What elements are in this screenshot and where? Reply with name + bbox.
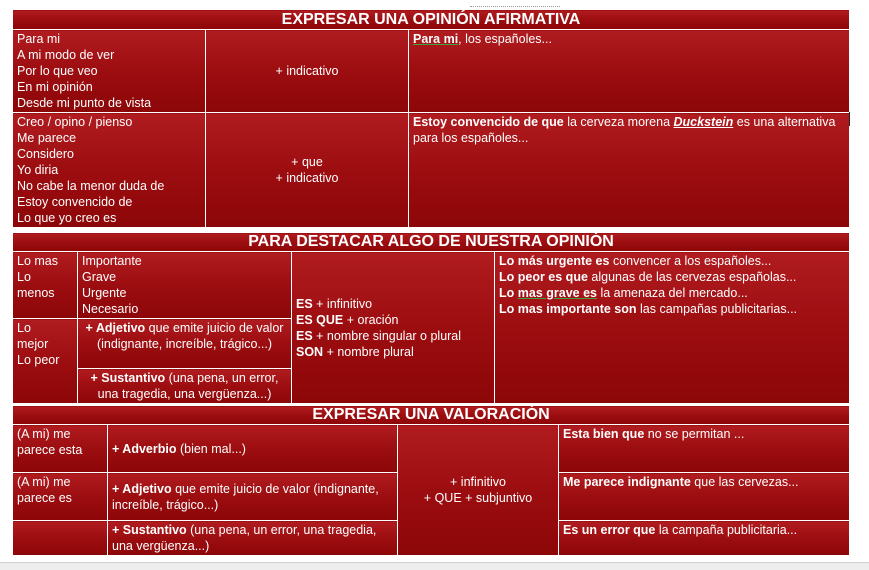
- me-parece-cell: (A mi) me parece esta: [13, 425, 108, 473]
- adjetivo-text: que emite juicio de valor (indignante, increíble, trágico...): [96, 321, 284, 351]
- example-cell: [559, 521, 850, 556]
- example-cell: [559, 473, 850, 521]
- structure-bold: ES QUE: [296, 312, 344, 327]
- example-text: , los españoles...: [458, 32, 552, 46]
- example-cell: [559, 425, 850, 473]
- table-opinion-afirmativa: [12, 9, 850, 228]
- table-title: PARA DESTACAR ALGO DE NUESTRA OPINIÓN: [13, 233, 850, 252]
- adverbio-text: (bien mal...): [176, 441, 246, 456]
- adjetivo-text: que emite juicio de valor (indignante, increíble, trágico...): [112, 481, 379, 512]
- phrase: Considero: [17, 147, 74, 161]
- empty-cell: [13, 521, 108, 556]
- structure-text: + infinitivo: [312, 296, 373, 311]
- table-title: EXPRESAR UNA OPINIÓN AFIRMATIVA: [13, 10, 850, 30]
- phrase: Lo peor: [17, 353, 60, 367]
- phrase: Lo que yo creo es: [17, 211, 117, 225]
- phrase: Para mi: [17, 32, 61, 46]
- structure-cell: [398, 425, 559, 556]
- text-cursor: [849, 112, 850, 126]
- table-title: EXPRESAR UNA VALORACIÓN: [13, 406, 850, 425]
- phrase: Me parece: [17, 131, 77, 145]
- example-bold: peor es que: [517, 270, 588, 284]
- example-text: algunas de las cervezas españolas...: [587, 270, 797, 284]
- phrase: Lo: [17, 321, 31, 335]
- structure-line: + infinitivo: [450, 475, 506, 489]
- example-cell: [409, 30, 850, 113]
- sustantivo-text: (una pena, un error, una tragedia, una vergüenza...): [112, 523, 377, 553]
- phrase: Por lo que veo: [17, 64, 98, 78]
- phrase: Yo diria: [17, 163, 59, 177]
- phrase: menos: [17, 286, 55, 300]
- table-valoracion: [12, 405, 850, 556]
- lo-mejor-cell: [13, 319, 78, 404]
- adjective: Necesario: [82, 302, 139, 316]
- example-bold: mas grave es: [517, 286, 597, 300]
- adjetivo-bold: + Adjetivo: [85, 321, 146, 335]
- example-bold: Me parece indignante: [563, 475, 691, 489]
- sustantivo-text: (una pena, un error, una tragedia, una vergüenza...): [97, 371, 279, 401]
- example-text: que las cervezas...: [690, 475, 799, 489]
- sustantivo-bold: + Sustantivo: [90, 371, 166, 385]
- phrase: A mi modo de ver: [17, 48, 115, 62]
- sustantivo-cell: [78, 369, 292, 404]
- adverbio-cell: [108, 425, 398, 473]
- sustantivo-cell: [108, 521, 398, 556]
- adjective: Grave: [82, 270, 117, 284]
- example-text: la campaña publicitaria...: [655, 523, 798, 537]
- structure-cell: + indicativo: [206, 30, 409, 113]
- example-bold: Esta bien que: [563, 427, 645, 441]
- phrase: Creo / opino / pienso: [17, 115, 133, 129]
- structure-text: + nombre plural: [323, 344, 414, 359]
- example-cell: [409, 113, 850, 228]
- sustantivo-bold: + Sustantivo: [112, 523, 187, 537]
- structure-line: + QUE + subjuntivo: [423, 491, 533, 505]
- example-text: la amenaza del mercado...: [596, 286, 748, 300]
- phrase: En mi opinión: [17, 80, 93, 94]
- example-text: convencer a los españoles...: [609, 254, 772, 268]
- phrase: Desde mi punto de vista: [17, 96, 152, 110]
- example-text: la cerveza morena: [563, 115, 674, 129]
- phrase: No cabe la menor duda de: [17, 179, 165, 193]
- example-bold: Estoy convencido de que: [413, 115, 564, 129]
- example-text: es una alternativa para los españoles...: [413, 115, 836, 145]
- phrase: mejor: [17, 337, 49, 351]
- structure-cell: [292, 252, 495, 404]
- me-parece-cell: (A mi) me parece es: [13, 473, 108, 521]
- adjective: Importante: [82, 254, 142, 268]
- structure-text: + oración: [343, 312, 399, 327]
- adjetivo-cell: [78, 319, 292, 369]
- adjective: Urgente: [82, 286, 127, 300]
- brand-name: Duckstein: [673, 115, 734, 129]
- phrases-cell: [13, 113, 206, 228]
- structure-text: + nombre singular o plural: [312, 328, 462, 343]
- phrase: Estoy convencido de: [17, 195, 133, 209]
- example-bold: más urgente es: [517, 254, 610, 268]
- structure-line: + que: [291, 155, 323, 169]
- adjectives-cell: [78, 252, 292, 319]
- structure-cell: [206, 113, 409, 228]
- structure-bold: SON: [296, 344, 324, 359]
- example-bold: mas importante son: [517, 302, 637, 316]
- adjetivo-bold: + Adjetivo: [112, 481, 172, 496]
- example-text: no se permitan ...: [644, 427, 745, 441]
- table-destacar-opinion: [12, 232, 850, 404]
- adjetivo-cell: [108, 473, 398, 521]
- phrases-cell: [13, 30, 206, 113]
- structure-bold: ES: [296, 328, 313, 343]
- phrase: Lo: [17, 270, 31, 284]
- example-bold: Para mi: [413, 32, 459, 46]
- example-text: las campañas publicitarias...: [636, 302, 798, 316]
- structure-bold: ES: [296, 296, 313, 311]
- structure-line: + indicativo: [275, 171, 339, 185]
- phrase: Lo mas: [17, 254, 58, 268]
- lo-mas-cell: [13, 252, 78, 319]
- adverbio-bold: + Adverbio: [112, 441, 177, 456]
- example-bold: Es un error que: [563, 523, 656, 537]
- examples-cell: Lo más urgente es convencer a los españoles... Lo peor es que algunas de las cervezas españolas... Lo mas grave es la amenaza del mercado... Lo mas importante son las campañas publicitarias...: [495, 252, 850, 404]
